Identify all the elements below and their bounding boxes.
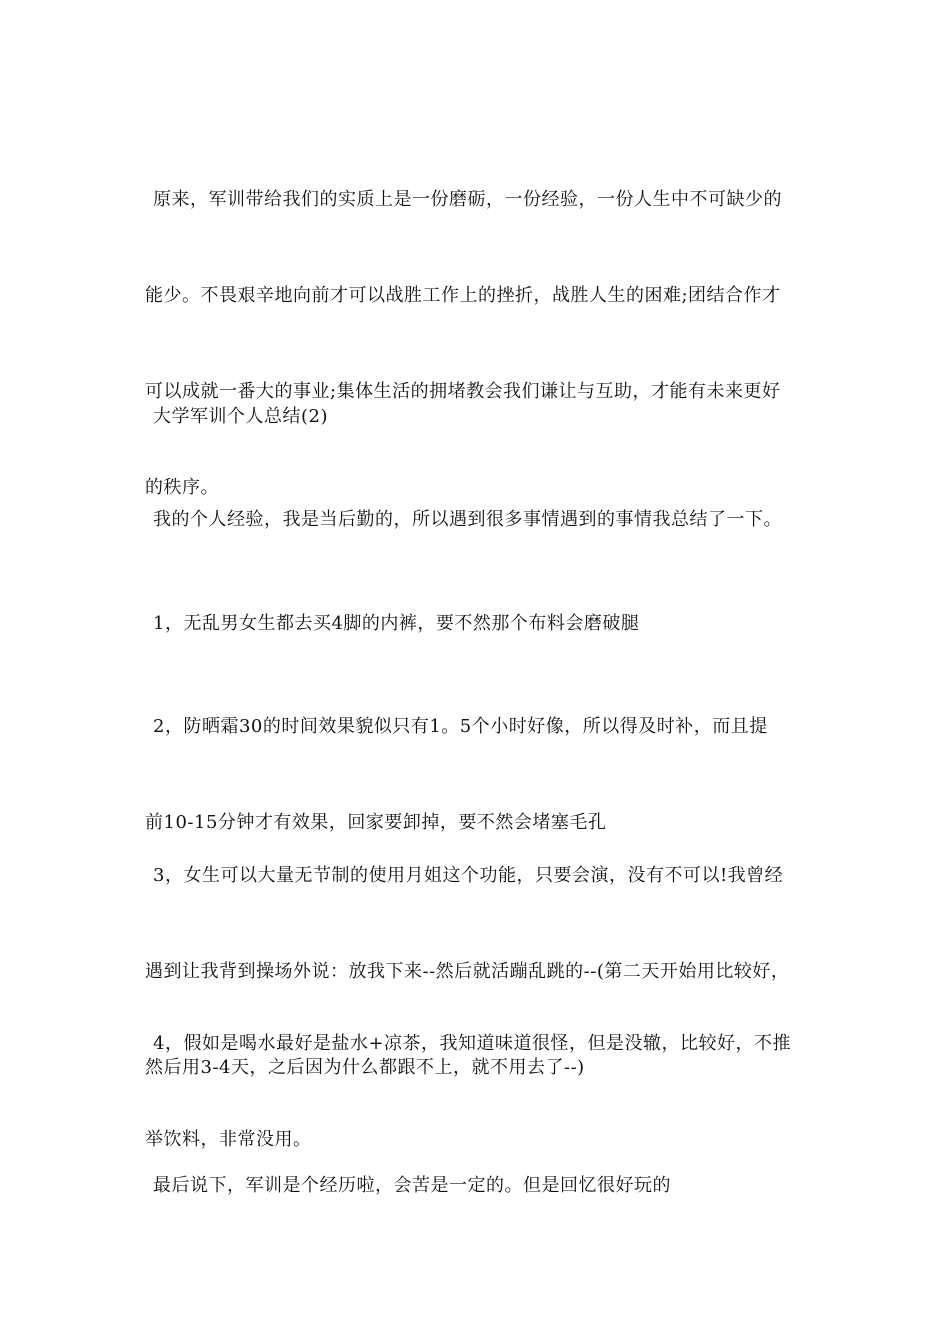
text-line: 最后说下，军训是个经历啦，会苦是一定的。但是回忆很好玩的 [153,1175,671,1196]
text-line: 1，无乱男女生都去买4脚的内裤，要不然那个布料会磨破腿 [153,613,640,634]
text-line: 前10-15分钟才有效果，回家要卸掉，要不然会堵塞毛孔 [145,812,607,833]
text-line: 3，女生可以大量无节制的使用月姐这个功能，只要会演，没有不可以!我曾经 [153,865,784,886]
text-line: 遇到让我背到操场外说：放我下来--然后就活蹦乱跳的--(第二天开始用比较好， [145,961,790,982]
text-line: 举饮料，非常没用。 [145,1129,312,1150]
text-line: 可以成就一番大的事业;集体生活的拥堵教会我们谦让与互助，才能有未来更好 [145,381,781,402]
text-line: 能少。不畏艰辛地向前才可以战胜工作上的挫折，战胜人生的困难;团结合作才 [145,285,781,306]
text-line: 2，防晒霜30的时间效果貌似只有1。5个小时好像，所以得及时补，而且提 [153,716,768,737]
text-line: 原来，军训带给我们的实质上是一份磨砺，一份经验，一份人生中不可缺少的 [153,189,782,210]
text-line: 我的个人经验，我是当后勤的，所以遇到很多事情遇到的事情我总结了一下。 [153,509,782,530]
closing-paragraph [145,1106,815,1266]
text-line: 的秩序。 [145,477,219,498]
heading-text: 大学军训个人总结(2) [153,406,328,427]
text-line: 然后用3-4天，之后因为什么都跟不上，就不用去了--) [145,1057,585,1078]
text-line: 4，假如是喝水最好是盐水+凉茶，我知道味道很怪，但是没辙，比较好，不推 [153,1033,792,1054]
